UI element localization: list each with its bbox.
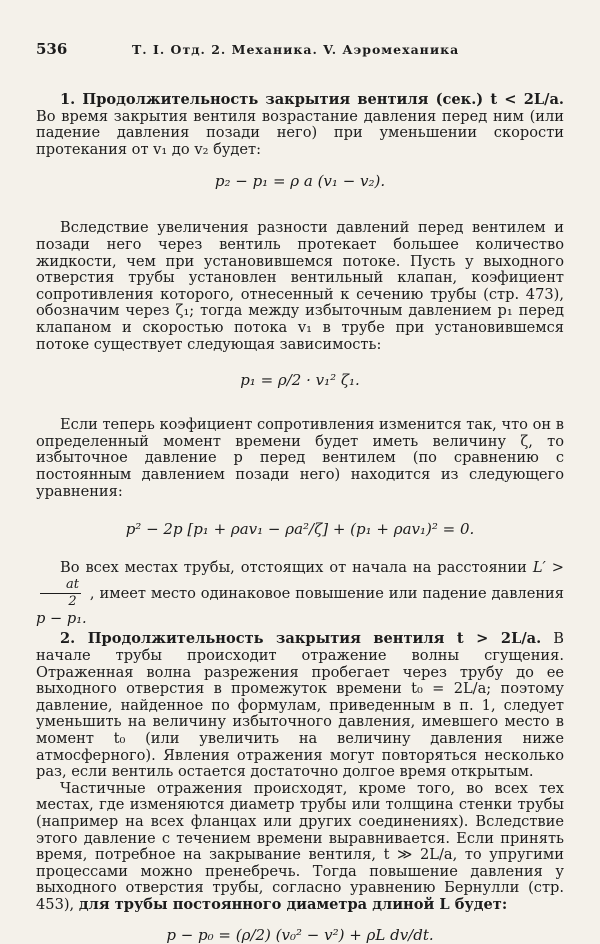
fraction-denominator: 2 [68,594,77,610]
section-2-text: В начале трубы происходит отражение волны сгущения. Отраженная волна разрежения пробегает через трубу до ее выходного отверстия в промежуток времени t₀ = 2L/a; поэтому давление, найденное по формулам, приведенным в п. 1, следует уменьшить на величину избыточного давления, имевшего место в момент t₀ (или увеличить на величину давления ниже атмосферного). Явления отражения могут повторяться несколько раз, если вентиль остается достаточно долгое время открытым. [36,630,565,781]
paragraph-4-start: Во всех местах трубы, отстоящих от начала на расстоянии [60,559,527,577]
running-title: Т. I. Отд. 2. Механика. V. Аэромеханика [132,42,460,57]
section-1-heading: 1. Продолжительность закрытия вентиля (сек.) t < 2L/a. [60,91,564,108]
inequality-lhs: L′ > [532,559,564,577]
paragraph-5-text: Частичные отражения происходят, кроме того, во всех тех местах, где изменяются диаметр трубы или толщина стенки трубы (например на всех фланцах или других соединениях). Вследствие этого давление с течением времени выравнивается. Если принять время, потребное на закрывание вентиля, t ≫ 2L/a, то упругими процессами можно пренебречь. Тогда повышение давления у выходного отверстия трубы, согласно уравнению Бернулли (стр. 453), [36,779,564,913]
page-header [36,40,564,58]
formula-1: p₂ − p₁ = ρ a (v₁ − v₂). [214,172,386,191]
paragraph-4-end: p − p₁. [36,609,87,627]
paragraph-5-bold: для трубы постоянного диаметра длиной L будет: [78,895,508,913]
section-1-text: Во время закрытия вентиля возрастание давления перед ним (или падение давления позади него) при уменьшении скорости протекания от v₁ до v₂ будет: [36,107,564,158]
paragraph-5 [36,781,564,914]
formula-2: p₁ = ρ/2 · v₁² ζ₁. [240,371,360,390]
paragraph-4-after: , имеет место одинаковое повышение или падение давления [89,584,564,602]
page-number: 536 [36,40,68,58]
section-1-paragraph [36,92,564,158]
fraction-numerator: at [40,577,81,595]
paragraph-4 [36,560,564,627]
fraction-at-over-2 [40,577,81,611]
formula-4: p − p₀ = (ρ/2) (v₀² − v²) + ρL dv/dt. [166,925,434,944]
section-2-paragraph [36,631,564,780]
section-2-heading: 2. Продолжительность закрытия вентиля t > 2L/a. [60,630,542,648]
paragraph-3: Если теперь коэфициент сопротивления изменится так, что он в определенный момент времени будет иметь величину ζ, то избыточное давление p перед вентилем (по сравнению с постоянным давлением позади него) находится из следующего уравнения: [36,416,564,500]
formula-3: p² − 2p [p₁ + ρav₁ − ρa²/ζ] + (p₁ + ρav₁)² = 0. [125,520,475,539]
paragraph-2: Вследствие увеличения разности давлений перед вентилем и позади него через вентиль протекает большее количество жидкости, чем при установившемся потоке. Пусть у выходного отверстия трубы установлен вентильный клапан, коэфициент сопротивления которого, отнесенный к сечению трубы (стр. 473), обозначим через ζ₁; тогда между избыточным давлением p₁ перед клапаном и скоростью потока v₁ в трубе при установившемся потоке существует следующая зависимость: [36,219,564,353]
